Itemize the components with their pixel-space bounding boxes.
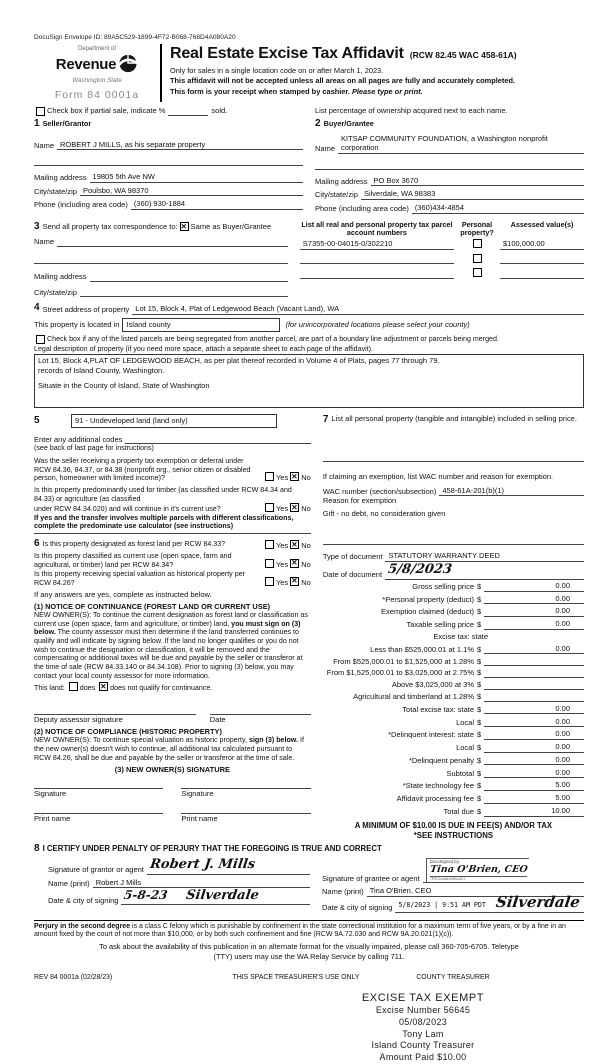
grantor-signature-field[interactable]: Robert J. Mills — [147, 857, 310, 875]
accessibility-notice: To ask about the availability of this publication in an alternate format for the visually impaired, please call 360-705-6705. Teletype (TTY) users may use the WA Relay Service by calling 711. — [99, 942, 519, 962]
seller-phone-field[interactable]: (360) 930-1884 — [131, 199, 303, 210]
date-of-document-field[interactable]: 5/8/2023 — [385, 562, 584, 580]
q-timber-agriculture-part2: under RCW 84.34.020) and will continue in it's current use? — [34, 505, 221, 514]
additional-codes-label: Enter any additional codes — [34, 434, 123, 444]
buyer-name-line1: KITSAP COMMUNITY FOUNDATION, a Washington nonprofit — [341, 133, 548, 143]
grantor-printname-field[interactable]: Robert J Mills — [93, 878, 310, 889]
type-of-document-label: Type of document — [322, 552, 383, 562]
form-header — [34, 44, 584, 102]
no-checkbox[interactable] — [290, 503, 299, 512]
seller-title: Seller/Grantor — [42, 118, 92, 128]
parcel-table — [300, 221, 584, 301]
no-checkbox[interactable] — [290, 559, 299, 568]
tax-amount-field[interactable] — [484, 669, 584, 678]
tax-amount-field[interactable]: 0.00 — [484, 729, 584, 740]
perjury-notice: Perjury in the second degree is a class C felony which is punishable by confinement in the state correctional institution for a maximum term of five years, or by a fine in an amount fixed by the court of not more than $10,000, or by both such confinement and fine (RCW 9A.72.030 and RCW 9A.20.021(1)(c)). — [34, 920, 584, 941]
tax-amount-field[interactable]: 0.00 — [484, 581, 584, 592]
form-number: Form 84 0001a — [54, 88, 140, 101]
yes-checkbox[interactable] — [265, 472, 274, 481]
street-address-field[interactable]: Lot 15, Block 4, Plat of Ledgewood Beach (Vacant Land), WA — [132, 304, 584, 315]
partial-sale-percent-field[interactable] — [168, 107, 208, 116]
buyer-mailing-field[interactable]: PO Box 3670 — [371, 176, 584, 187]
dor-logo — [34, 44, 160, 102]
new-owner-printname-field[interactable] — [34, 804, 163, 814]
county-treasurer-label: COUNTY TREASURER — [416, 974, 490, 982]
land-use-code-select[interactable]: 91 - Undeveloped land (land only) — [71, 414, 277, 428]
parcel-row — [300, 254, 584, 265]
same-as-buyer-label: Same as Buyer/Grantee — [190, 222, 272, 232]
tax-amount-field[interactable]: 0.00 — [484, 704, 584, 715]
parcel-row — [300, 268, 584, 279]
yes-checkbox[interactable] — [265, 577, 274, 586]
segregated-checkbox[interactable] — [36, 335, 45, 344]
new-owner-printname-field[interactable] — [181, 804, 310, 814]
section-property: 4 Street address of property Lot 15, Block 4, Plat of Ledgewood Beach (Vacant Land), WA This property is located in Island county (for unincorporated locations please select your county) Check box if any of the listed parcels are being segregated from another parcel, are part of a boundary line adjustment or parcels being merged. Legal description of property (if you need more space, attach a separate sheet to each page of the affidavit). Lot 15, Block 4,PLAT OF LEDGEWOOD BEACH, as per plat thereof recorded in Volume 4 of Plats, pages 77 through 79. records of Island County, Washington. Situate in the County of Island, State of Washington — [34, 302, 584, 408]
type-of-document-field[interactable]: STATUTORY WARRANTY DEED — [385, 551, 584, 562]
section-certification: 8 I CERTIFY UNDER PENALTY OF PERJURY THAT THE FOREGOING IS TRUE AND CORRECT Signature of grantor or agent Robert J. Mills Name (print) Robert J Mills Date & city of signing 5-8-23 Silverdale Signature of grantee or agent DocuSigned by: Tina O'Brien, CEO 7F972A46D09B44C7 Name (print) Tina O'Brien, CEO Date & city of signing 5/8/2023 | 9:51 AM PDT Silverdale — [34, 843, 584, 916]
this-land-label: This land: — [34, 684, 65, 693]
correspondence-name-field[interactable] — [57, 238, 288, 247]
header-note-3: This form is your receipt when stamped by cashier. Please type or print. — [170, 86, 423, 96]
tax-amount-field[interactable] — [484, 693, 584, 702]
no-checkbox[interactable] — [290, 577, 299, 586]
grantee-signature-field[interactable] — [423, 858, 584, 884]
does-not-checkbox[interactable] — [99, 682, 108, 691]
tax-amount-field[interactable] — [484, 681, 584, 690]
section-buyer: 2 Buyer/Grantee KITSAP COMMUNITY FOUNDATION, a Washington nonprofit Name corporation Mailing address PO Box 3670 City/state/zip Silverdale, WA 98383 Phone (including area code) (360)434-4854 — [315, 118, 584, 217]
tax-amount-field[interactable]: 0.00 — [484, 606, 584, 617]
new-owner-signature-field[interactable] — [34, 779, 163, 789]
county-select[interactable]: Island county — [122, 318, 280, 332]
personal-property-checkbox[interactable] — [473, 239, 482, 248]
section-correspondence: 3 Send all property tax correspondence to: ✕ Same as Buyer/Grantee Name Mailing address City/state/zip — [34, 221, 288, 301]
buyer-city-field[interactable]: Silverdale, WA 98383 — [361, 189, 584, 200]
assessed-value-field[interactable] — [500, 270, 584, 279]
located-in-hint: (for unincorporated locations please select your county) — [285, 319, 470, 329]
personal-property-header: Personal property? — [460, 219, 494, 237]
no-checkbox[interactable] — [290, 472, 299, 481]
new-owners-signature-title: (3) NEW OWNER(S) SIGNATURE — [114, 765, 231, 775]
correspondence-label: Send all property tax correspondence to: — [42, 222, 178, 232]
buyer-title: Buyer/Grantee — [323, 118, 374, 128]
buyer-name-field-2[interactable] — [315, 161, 584, 170]
notice-continuance-body: NEW OWNER(S): To continue the current designation as forest land or classification as current use (open space, farm and agriculture, or timber) land, you must sign on (3) below. The county assessor must then determine if the land transferred continues to qualify and will indicate by signing below. If the land no longer qualifies or you do not wish to continue the designation or classification, it will be removed and the compensating or additional taxes will be due and payable by the seller or transferor at the time of sale (RCW 84.33.140 or 84.34.108). Prior to signing (3) below, you may contact your local county assessor for more information. — [34, 611, 308, 680]
docusign-signature: DocuSigned by: Tina O'Brien, CEO 7F972A46D09B44C7 — [426, 858, 530, 883]
q-exemption-deferral: Was the seller receiving a property tax exemption or deferral under RCW 84.36, 84.37, or 84.38 (nonprofit org., senior citizen or disabled person, homeowner with limited income)? — [34, 456, 251, 483]
yes-checkbox[interactable] — [265, 540, 274, 549]
personal-property-checkbox[interactable] — [473, 268, 482, 277]
no-checkbox[interactable] — [290, 540, 299, 549]
revenue-logo-icon — [118, 54, 138, 76]
seller-mailing-field[interactable]: 19805 5th Ave NW — [90, 172, 303, 183]
parcel-header: List all real and personal property tax parcel account numbers — [301, 219, 453, 237]
minimum-due-note: A MINIMUM OF $10.00 IS DUE IN FEE(S) AND/OR TAX — [354, 820, 553, 830]
reason-exemption-value: Gift - no debt, no consideration given — [322, 508, 446, 518]
tax-amount-field[interactable]: 0.00 — [484, 619, 584, 630]
section-use-classification: 5 91 - Undeveloped land (land only) Enter any additional codes (see back of last page for instructions) Was the seller receiving a property tax exemption or deferral under RCW 84.36, 84.37, or 84.38 (nonprofit org., senior citizen or disabled person, homeowner with limited income)? Yes ✕ No Is this property predominantly used for timber (as classified under RCW 84.34 and 84.33) or agriculture (as classified under RCW 84.34.020) and will continue in it's current use? Yes ✕ No If yes and the transfer involves multiple parcels with different classifications, complete the predominate use calculator (see instructions) 6 Is this property designated as forest land per RCW 84.33? Yes ✕ No Is this property classified as current use (open space, farm and agricultural, or timber) land per RCW 84.34? Yes ✕ No Is this property receiving special valuation as historical property per RCW 84.26? Yes ✕ No If any answers are yes, complete as instructed below. (1) NOTICE OF CONTINUANCE (FOREST LAND OR CURRENT USE) NEW OWNER(S): To continue the current designation as forest land or classification as current use (open space, farm and agriculture, or timber) land, you must sign on (3) below. The county assessor must then determine if the land transferred continues to qualify and will indicate by signing below. If the land no longer qualifies or you do not wish to continue the designation or classification, it will be removed and the compensating or additional taxes will be due and payable by the seller or transferor at the time of sale (RCW 84.33.140 or 84.34.108). Prior to signing (3) below, you may contact your local county assessor for more information. This land: does ✕ does not qualify for continuance. Deputy assessor signature Date (2) NOTICE OF COMPLIANCE (HISTORIC PROPERTY) NEW OWNER(S): To continue special valuation as historic property, sign (3) below. If the new owner(s) doesn't wish to continue, all additional tax calculated pursuant to RCW 84.26, shall be due and payable by the seller or transferor at the time of sale. (3) NEW OWNER(S) SIGNATURE Signature Print name Signature Print name — [34, 414, 311, 841]
tax-amount-field[interactable]: 0.00 — [484, 644, 584, 655]
revenue-wordmark: Revenue — [55, 56, 117, 74]
washington-state-label: Washington State — [72, 76, 122, 84]
section-personal-property-tax: 7 List all personal property (tangible and intangible) included in selling price. If claiming an exemption, list WAC number and reason for exemption. WAC number (section/subsection) 458-61A-201(b)(1) Reason for exemption Gift - no debt, no consideration given Type of document STATUTORY WARRANTY DEED Date of document 5/8/2023 Gross selling price $ 0.00 *Personal property (deduct) $ 0.00 Exemption claimed (deduct) $ 0.00 Taxable selling price $ 0.00 Excise tax: state Less than $525,000.01 at 1.1% $ 0.00 From $525,000.01 to $1,525,000 at 1.28% $ From $1,525,000.01 to $3,025,000 at 2.75% $ Above $3,025,000 at 3% $ Agricultural and timberland at 1.28% $ Total excise tax: state $ 0.00 Local $ 0.00 *Delinquent interest: state $ 0.00 Local $ 0.00 *Delinquent penalty $ 0.00 Subtotal $ 0.00 *State technology fee $ 5.00 Affidavit processing fee $ 5.00 Total due $ 10.00 A MINIMUM OF $10.00 IS DUE IN FEE(S) AND/OR TAX *SEE INSTRUCTIONS — [323, 414, 584, 841]
correspondence-name-field-2[interactable] — [34, 255, 288, 264]
treasurer-space-label: THIS SPACE TREASURER'S USE ONLY — [232, 974, 360, 982]
does-checkbox[interactable] — [69, 682, 78, 691]
segregated-label: Check box if any of the listed parcels are being segregated from another parcel, are part of a boundary line adjustment or parcels being merged. — [47, 334, 499, 343]
notice-continuance-title: (1) NOTICE OF CONTINUANCE (FOREST LAND OR CURRENT USE) — [34, 602, 271, 612]
header-note-2: This affidavit will not be accepted unless all areas on all pages are fully and accurately completed. — [170, 76, 516, 86]
certify-statement: I CERTIFY UNDER PENALTY OF PERJURY THAT THE FOREGOING IS TRUE AND CORRECT — [42, 843, 382, 853]
grantor-date-city-field[interactable]: 5-8-23 Silverdale — [121, 888, 310, 906]
partial-sale-checkbox[interactable] — [36, 107, 45, 116]
assessed-value-field[interactable] — [500, 255, 584, 264]
wac-number-label: WAC number (section/subsection) — [322, 486, 437, 496]
tax-amount-field[interactable]: 0.00 — [484, 717, 584, 728]
partial-sale-label: Check box if partial sale, indicate % — [47, 106, 166, 116]
tax-amount-field[interactable]: 0.00 — [484, 594, 584, 605]
grantee-signature-label: Signature of grantee or agent — [322, 873, 420, 883]
reason-exemption-field[interactable] — [323, 536, 584, 545]
personal-property-field[interactable] — [323, 453, 584, 462]
personal-property-checkbox[interactable] — [473, 254, 482, 263]
buyer-name-field[interactable]: corporation — [338, 143, 584, 154]
assessed-value-header: Assessed value(s) — [510, 219, 574, 229]
seller-name-field-2[interactable] — [34, 157, 303, 166]
legal-description-label: Legal description of property (if you need more space, attach a separate sheet to each page of the affidavit). — [34, 344, 374, 353]
ownership-note: List percentage of ownership acquired next to each name. — [315, 106, 508, 116]
parcel-row — [300, 239, 584, 250]
tax-amount-field[interactable]: 10.00 — [484, 806, 584, 817]
grantee-date-city-field[interactable]: 5/8/2023 | 9:51 AM PDT Silverdale — [395, 893, 584, 913]
predominate-use-note: If yes and the transfer involves multiple parcels with different classifications, complete the predominate use calculator (see instructions) — [34, 514, 311, 534]
deputy-assessor-label: Deputy assessor signature — [34, 714, 123, 724]
reason-exemption-label: Reason for exemption — [322, 496, 397, 506]
grantor-signature-label: Signature of grantor or agent — [48, 865, 144, 875]
located-in-label: This property is located in — [34, 319, 120, 329]
q-timber-agriculture-part1: Is this property predominantly used for timber (as classified under RCW 84.34 and 84.33) or agriculture (as classified — [34, 485, 292, 503]
form-title-rcw: (RCW 82.45 WAC 458-61A) — [409, 50, 517, 61]
grantee-printname-field[interactable]: Tina O'Brien, CEO — [367, 886, 584, 897]
deputy-assessor-signature-field[interactable] — [34, 705, 196, 715]
notice-compliance-title: (2) NOTICE OF COMPLIANCE (HISTORIC PROPERTY) — [34, 727, 222, 737]
tax-amount-field[interactable]: 0.00 — [484, 768, 584, 779]
if-yes-instruction: If any answers are yes, complete as instructed below. — [34, 590, 212, 600]
section-seller: 1 Seller/Grantor Name ROBERT J MILLS, as his separate property Mailing address 19805 5th Ave NW City/state/zip Poulsbo, WA 98370 Phone (including area code) (360) 930-1884 — [34, 118, 303, 217]
docusign-envelope-id: DocuSign Envelope ID: 89A5C529-1899-4F72-B068-768D4A080A20 — [34, 34, 236, 41]
buyer-phone-field[interactable]: (360)434-4854 — [412, 203, 584, 214]
yes-checkbox[interactable] — [265, 503, 274, 512]
deputy-date-field[interactable] — [210, 705, 311, 715]
date-of-document-label: Date of document — [322, 570, 383, 580]
same-as-buyer-checkbox[interactable] — [180, 222, 189, 231]
seller-city-field[interactable]: Poulsbo, WA 98370 — [80, 186, 303, 197]
additional-codes-field[interactable] — [125, 435, 310, 444]
see-instructions-note: *SEE INSTRUCTIONS — [413, 830, 494, 840]
notice-compliance-body: NEW OWNER(S): To continue special valuation as historic property, sign (3) below. If the new owner(s) doesn't wish to continue, all additional tax calculated pursuant to RCW 84.26, shall be due and payable by the seller or transferor at the time of sale. — [34, 736, 304, 762]
q-historical: Is this property receiving special valuation as historical property per RCW 84.26? — [34, 570, 245, 587]
assessed-value-field[interactable]: $100,000.00 — [500, 239, 584, 250]
additional-codes-hint: (see back of last page for instructions) — [34, 444, 154, 453]
yes-checkbox[interactable] — [265, 559, 274, 568]
correspondence-city-field[interactable] — [80, 288, 288, 297]
tax-amount-field[interactable] — [484, 657, 584, 666]
exemption-instruction: If claiming an exemption, list WAC number and reason for exemption. — [322, 471, 554, 481]
correspondence-mailing-field[interactable] — [90, 273, 288, 282]
tax-amount-field[interactable]: 5.00 — [484, 793, 584, 804]
street-address-label: Street address of property — [42, 305, 130, 315]
new-owner-signature-field[interactable] — [181, 779, 310, 789]
wac-number-field[interactable]: 458-61A-201(b)(1) — [439, 486, 584, 497]
seller-name-field[interactable]: ROBERT J MILLS, as his separate property — [57, 140, 303, 151]
q-current-use: Is this property classified as current use (open space, farm and agricultural, or timber) land per RCW 84.34? — [34, 551, 232, 569]
legal-description-box[interactable]: Lot 15, Block 4,PLAT OF LEDGEWOOD BEACH, as per plat thereof recorded in Volume 4 of Plats, pages 77 through 79. records of Island County, Washington. Situate in the County of Island, State of Washington — [34, 354, 584, 408]
treasurer-stamp: EXCISE TAX EXEMPT Excise Number 56645 05/08/2023 Tony Lam Island County Treasurer Amount Paid $10.00 — [361, 992, 485, 1063]
tax-amount-field[interactable]: 0.00 — [484, 755, 584, 766]
tax-amount-field[interactable]: 5.00 — [484, 780, 584, 791]
form-title: Real Estate Excise Tax Affidavit — [170, 45, 404, 63]
tax-computation: Gross selling price $ 0.00 *Personal property (deduct) $ 0.00 Exemption claimed (deduct) $ 0.00 Taxable selling price $ 0.00 Excise tax: state Less than $525,000.01 at 1.1% $ 0.00 From $525,000.01 to $1,525,000 at 1.28% $ From $1,525,000.01 to $3,025,000 at 2.75% $ Above $3,025,000 at 3% $ Agricultural and timberland at 1.28% $ Total excise tax: state $ 0.00 Local $ 0.00 *Delinquent interest: state $ 0.00 Local $ 0.00 *Delinquent penalty $ 0.00 Subtotal $ 0.00 *State technology fee $ 5.00 Affidavit processing fee $ 5.00 Total due $ 10.00 — [323, 581, 584, 817]
partial-sale-sold-label: sold. — [211, 106, 228, 116]
parcel-number-field[interactable] — [300, 270, 454, 279]
dept-of-label: Department of — [77, 46, 117, 53]
deputy-date-label: Date — [209, 714, 226, 724]
header-note-1: Only for sales in a single location code on or after March 1, 2023. — [170, 65, 384, 75]
tax-amount-field[interactable]: 0.00 — [484, 742, 584, 753]
personal-property-intro: List all personal property (tangible and intangible) included in selling price. — [331, 414, 577, 424]
rev-form-code: REV 84 0001a (02/28/23) — [34, 974, 113, 982]
q-forest-land: Is this property designated as forest land per RCW 84.33? — [42, 540, 226, 549]
parcel-number-field[interactable]: S7355-00-04015-0/302210 — [300, 239, 454, 250]
parcel-number-field[interactable] — [300, 255, 454, 264]
